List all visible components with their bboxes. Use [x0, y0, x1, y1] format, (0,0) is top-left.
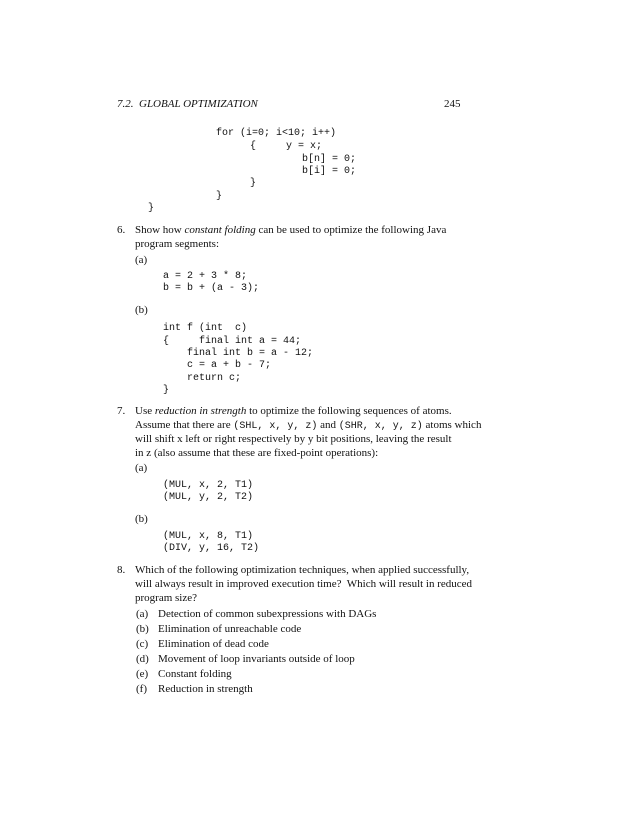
q7-b-code-2: (DIV, y, 16, T2) — [163, 543, 260, 554]
q8-option-f-label: (f) — [136, 683, 147, 695]
page-number: 245 — [444, 98, 461, 110]
q6-b-code-1: int f (int c) — [163, 323, 248, 334]
top-code-line-4: b[i] = 0; — [254, 166, 357, 177]
q7-b-code-1: (MUL, x, 8, T1) — [163, 531, 254, 542]
q6-a-code-2: b = b + (a - 3); — [163, 283, 260, 294]
q6-b-code-6: } — [163, 385, 170, 396]
q8-option-d-label: (d) — [136, 653, 149, 665]
q6-a-code-1: a = 2 + 3 * 8; — [163, 271, 248, 282]
q8-option-a-label: (a) — [136, 608, 149, 620]
q8-option-a-text: Detection of common subexpressions with DAGs — [158, 608, 377, 620]
q6-b-code-2: { final int a = 44; — [163, 336, 302, 347]
top-code-line-1: for (i=0; i<10; i++) — [216, 128, 337, 139]
q6-b-code-3: final int b = a - 12; — [163, 348, 314, 359]
q7-line-1: Use reduction in strength to optimize the following sequences of atoms. — [135, 405, 452, 417]
q7-a-code-1: (MUL, x, 2, T1) — [163, 480, 254, 491]
q8-option-e-text: Constant folding — [158, 668, 232, 680]
q8-option-c-label: (c) — [136, 638, 149, 650]
q6-b-label: (b) — [135, 304, 148, 316]
q6-line-2: program segments: — [135, 238, 220, 250]
q7-term: reduction in strength — [154, 405, 247, 417]
q8-number: 8. — [117, 564, 126, 576]
q8-option-b-text: Elimination of unreachable code — [158, 623, 302, 635]
top-code-line-6: } — [216, 191, 223, 202]
q8-option-c-text: Elimination of dead code — [158, 638, 269, 650]
top-code-line-7: } — [148, 203, 155, 214]
q6-line-1: Show how constant folding can be used to optimize the following Java — [135, 224, 447, 236]
q6-term: constant folding — [184, 224, 256, 236]
q7-shr-atom: (SHR, x, y, z) — [338, 421, 423, 432]
top-code-line-3: b[n] = 0; — [254, 154, 357, 165]
q8-option-b-label: (b) — [136, 623, 149, 635]
q8-option-d-text: Movement of loop invariants outside of loop — [158, 653, 355, 665]
q7-line-3: will shift x left or right respectively by y bit positions, leaving the result — [135, 433, 452, 445]
q6-a-label: (a) — [135, 254, 148, 266]
q8-line-1: Which of the following optimization techniques, when applied successfully, — [135, 564, 470, 576]
q6-number: 6. — [117, 224, 126, 236]
q8-option-f-text: Reduction in strength — [158, 683, 253, 695]
q7-line-2: Assume that there are (SHL, x, y, z) and (SHR, x, y, z) atoms which — [135, 419, 482, 432]
q8-line-2: will always result in improved execution time? Which will result in reduced — [135, 578, 473, 590]
q7-line-4: in z (also assume that these are fixed-point operations): — [135, 447, 379, 459]
q7-a-label: (a) — [135, 462, 148, 474]
running-header: 7.2. GLOBAL OPTIMIZATION — [117, 98, 258, 110]
q7-number: 7. — [117, 405, 126, 417]
top-code-line-5: } — [238, 178, 257, 189]
q7-a-code-2: (MUL, y, 2, T2) — [163, 492, 254, 503]
q8-option-e-label: (e) — [136, 668, 149, 680]
q7-b-label: (b) — [135, 513, 148, 525]
q8-line-3: program size? — [135, 592, 197, 604]
q6-b-code-5: return c; — [163, 373, 242, 384]
q7-shl-atom: (SHL, x, y, z) — [233, 421, 318, 432]
top-code-line-2: { y = x; — [238, 141, 323, 152]
q6-b-code-4: c = a + b - 7; — [163, 360, 272, 371]
